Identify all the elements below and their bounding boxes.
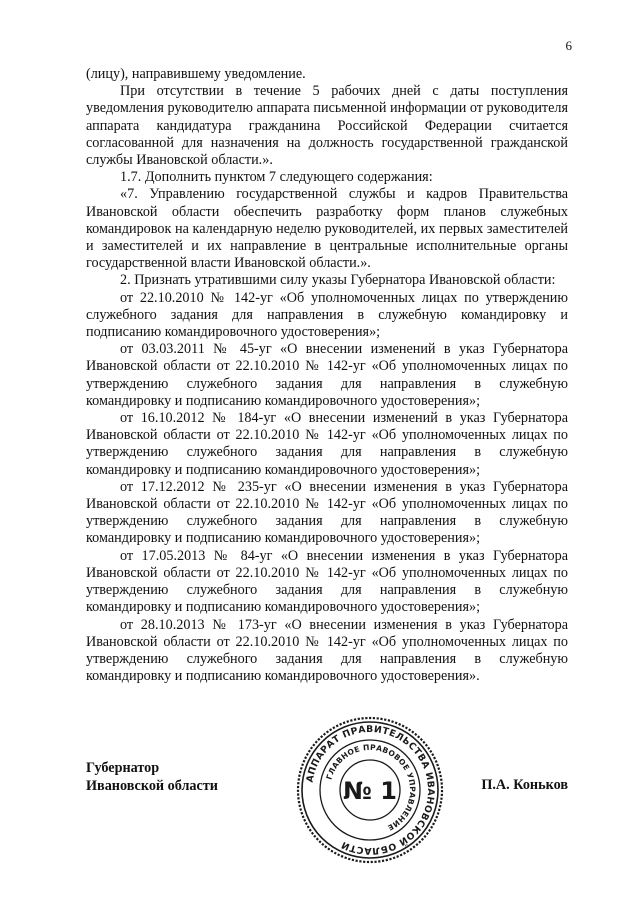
page-number: 6 bbox=[565, 38, 572, 53]
paragraph: 1.7. Дополнить пунктом 7 следующего содержания: bbox=[120, 169, 433, 186]
paragraph: от 22.10.2010 № 142-уг «Об уполномоченных лицах по утверждению служебного задания для направления в служебную командировку и подписанию командировочного удостоверения»; bbox=[86, 289, 568, 341]
paragraph: При отсутствии в течение 5 рабочих дней с даты поступления уведомления руководителю аппарата письменной информации от руководителя аппарата кандидатура гражданина Российской Федерации считается согласованной для назначения на должность государственной гражданской службы Ивановской области.». bbox=[86, 83, 569, 169]
paragraph: от 17.12.2012 № 235-уг «О внесении изменения в указ Губернатора Ивановской области от 22.10.2010 № 142-уг «Об уполномоченных лицах по утверждению служебного задания для направления в служебную командировку и подписанию командировочного удостоверения»; bbox=[86, 478, 568, 547]
signatory-name: П.А. Коньков bbox=[481, 777, 568, 793]
paragraph: (лицу), направившему уведомление. bbox=[86, 66, 306, 82]
seal-center-text: № 1 bbox=[343, 777, 397, 805]
signatory-title-line: Губернатор bbox=[86, 760, 160, 776]
paragraph: «7. Управлению государственной службы и кадров Правительства Ивановской области обеспечить разработку форм планов служебных командировок на календарную неделю руководителей, их первых заместителей и заместителей и их направление в центральные исполнительные органы государственной власти Ивановской области.». bbox=[86, 186, 568, 272]
document-body bbox=[86, 66, 568, 685]
seal-outer-text: АППАРАТ ПРАВИТЕЛЬСТВА ИВАНОВСКОЙ ОБЛАСТИ bbox=[304, 723, 437, 857]
paragraph: 2. Признать утратившими силу указы Губернатора Ивановской области: bbox=[120, 272, 556, 289]
paragraph: от 03.03.2011 № 45-уг «О внесении изменений в указ Губернатора Ивановской области от 22.10.2010 № 142-уг «Об уполномоченных лицах по утверждению служебного задания для направления в служебную командировку и подписанию командировочного удостоверения»; bbox=[86, 341, 568, 409]
paragraph: от 28.10.2013 № 173-уг «О внесении изменения в указ Губернатора Ивановской области от 22.10.2010 № 142-уг «Об уполномоченных лицах по утверждению служебного задания для направления в служебную командировку и подписанию командировочного удостоверения». bbox=[86, 616, 568, 685]
official-seal bbox=[295, 715, 445, 865]
seal-graphic bbox=[295, 715, 445, 865]
signatory-title bbox=[86, 760, 218, 795]
signatory-title-line: Ивановской области bbox=[86, 777, 218, 794]
seal-inner-text: ГЛАВНОЕ ПРАВОВОЕ УПРАВЛЕНИЕ bbox=[324, 742, 418, 833]
paragraph: от 16.10.2012 № 184-уг «О внесении изменений в указ Губернатора Ивановской области от 22.10.2010 № 142-уг «Об уполномоченных лицах по утверждению служебного задания для направления в служебную командировку и подписанию командировочного удостоверения»; bbox=[86, 410, 568, 478]
paragraph: от 17.05.2013 № 84-уг «О внесении изменения в указ Губернатора Ивановской области от 22.10.2010 № 142-уг «Об уполномоченных лицах по утверждению служебного задания для направления в служебную командировку и подписанию командировочного удостоверения»; bbox=[86, 547, 568, 616]
